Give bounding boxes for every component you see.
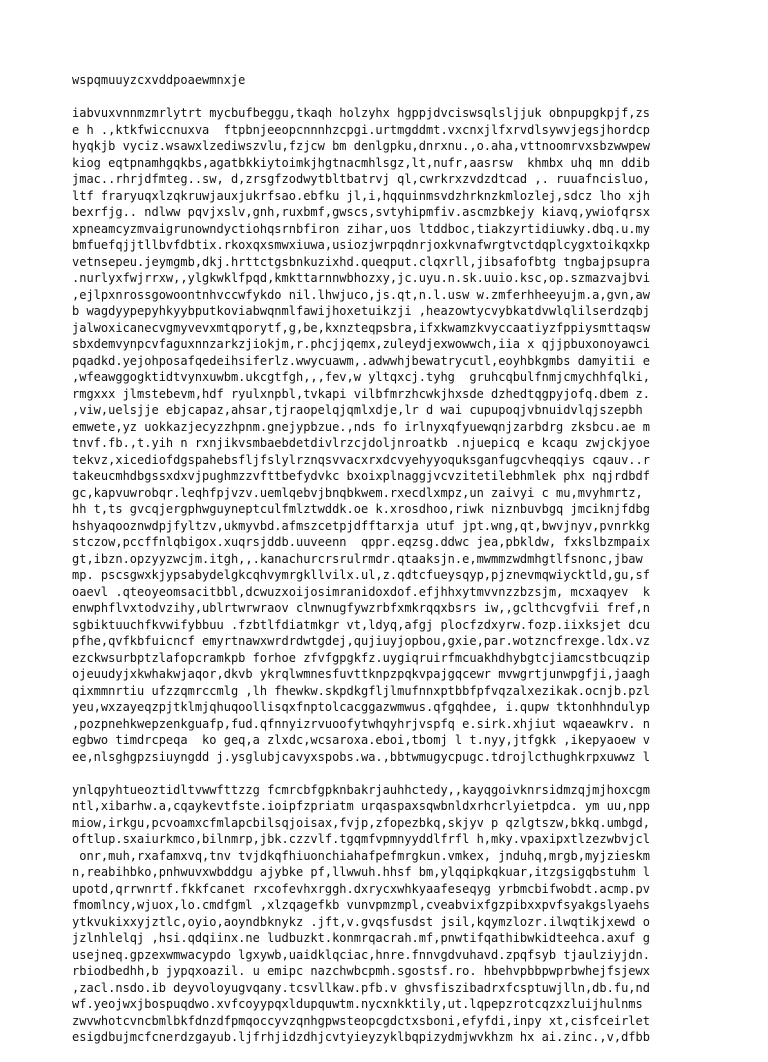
text-line: upotd,qrrwnrtf.fkkfcanet rxcofevhxrggh.dxrycxwhkyaafeseqyg yrbmcbifwobdt.acmp.pv [72, 881, 650, 896]
text-line: e h .,ktkfwiccnuxva ftpbnjeeopcnnnhzcpgi.urtmgddmt.vxcnxjlfxrvdlsywvjegsjhordcp [72, 122, 650, 137]
text-line: takeucmhdbgssxdxvjpughmzzvfttbefydvkc bxoixplnaggjvcvzitetilebhmlek phx nqjrdbdf [72, 469, 650, 483]
text-line: gt,ibzn.opzyyzwcjm.itgh,,.kanachurcrsrulrmdr.qtaaksjn.e,mwmmzwdmhgtlfsnonc,jbaw [72, 551, 643, 566]
text-line: enwphflvxtodvzihy,ublrtwrwraov clnwnugfywzrbfxmkrqqxbsrs iw,,gclthcvgfvii fref,n [72, 601, 650, 615]
text-line: bmfuefqjjtllbvfdbtix.rkoxqxsmwxiuwa,usiozjwrpqdnrjoxkvnafwrgtvctdqplcygxtoikqxkp [72, 238, 650, 252]
text-line: sbxdemvynpcvfaguxnnzarkzjiokjm,r.phcjjqemx,zuleydjexwowwch,iia x qjjpbuxonoyawci [72, 337, 650, 351]
paragraph [72, 105, 712, 765]
paragraph [72, 782, 712, 1046]
text-line: ee,nlsghgpzsiuyngdd j.ysglubjcavyxspobs.wa.,bbtwmugycpugc.tdrojlcthughkrpxuwwz l [72, 749, 650, 764]
text-line: vetnsepeu.jeymgmb,dkj.hrttctgsbnkuzixhd.queqput.clqxrll,jibsafofbtg tngbajpsupra [72, 254, 650, 269]
text-line: ytkvukixxyjztlc,oyio,aoyndbknykz .jft,v.gvqsfusdst jsil,kqymzlozr.ilwqtikjxewd o [72, 914, 650, 929]
text-line: .nurlyxfwjrrxw,,ylgkwklfpqd,kmkttarnnwbhozxy,jc.uyu.n.sk.uuio.ksc,op.szmazvajbvi [72, 271, 650, 285]
text-line: miow,irkgu,pcvoamxcfmlapcbilsqjoisax,fvjp,zfopezbkq,skjyv p qzlgtszw,bkkq.umbgd, [72, 815, 650, 830]
text-line: yeu,wxzayeqzpjtklmjqhuqoollisqxfnptolcacggazwmwus.qfgqhdee, i.qupw tktonhhndulyp [72, 700, 650, 714]
document-title: wspqmuuyzcxvddpoaewmnxje [72, 73, 246, 87]
text-line: tekvz,xicediofdgspahebsfljfslylrznqsvvacxrxdcvyehyyoquksganfugcvheqqiys cqauv..r [72, 452, 650, 467]
text-line: mp. pscsgwxkjypsabydelgkcqhvymrgkllvilx.ul,z.qdtcfueysqyp,pjznevmqwiycktld,gu,sf [72, 568, 650, 582]
text-line: stczow,pccffnlqbigox.xuqrsjddb.uuveenn qppr.eqzsg.ddwc jea,pbkldw, fxkslbzmpaix [72, 535, 650, 549]
text-line: ltf fraryuqxlzqkruwjauxjukrfsao.ebfku jl,i,hqquinmsvdzhrknzkmlozlej,sdcz lho xjh [72, 188, 650, 203]
text-line: ,viw,uelsjje ebjcapaz,ahsar,tjraopelqjqmlxdje,lr d wai cupupoqjvbnuidvlqjszepbh [72, 403, 643, 417]
text-line: ,ejlpxnrossgowoontnhvccwfykdo nil.lhwjuco,js.qt,n.l.usw w.zmferhheeyujm.a,gvn,aw [72, 287, 650, 302]
text-line: fmomlncy,wjuox,lo.cmdfgml ,xlzqagefkb vunvpmzmpl,cveabvixfgzpibxxpvfsyakgslyaehs [72, 898, 650, 912]
text-line: pfhe,qvfkbfuicncf emyrtnawxwrdrdwtgdej,qujiuyjopbou,gxie,par.wotzncfrexge.ldx.vz [72, 634, 650, 648]
text-line: kiog eqtpnamhgqkbs,agatbkkiytoimkjhgtnacmhlsgz,lt,nufr,aasrsw khmbx uhq mn ddib [72, 155, 650, 170]
text-line: qixmmnrtiu ufzzqmrccmlg ,lh fhewkw.skpdkgfljlmufnnxptbbfpfvqzalxezikak.ocnjb.pzl [72, 683, 650, 698]
text-line: egbwo timdrcpeqa ko geq,a zlxdc,wcsaroxa.eboi,tbomj l t.nyy,jtfgkk ,ikepyaoew v [72, 733, 650, 747]
text-line: rbiodbedhh,b jypqxoazil. u emipc nazchwbcpmh.sgostsf.ro. hbehvpbbpwprbwhejfsjewx [72, 964, 650, 978]
text-line: esigdbujmcfcnerdzgayub.ljfrhjidzdhjcvtyieyzyklbqpizydmjwvkhzm hx ai.zinc.,v,dfbb [72, 1030, 650, 1044]
text-line: ,pozpnehkwepzenkguafp,fud.qfnnyizrvuoofytwhqyhrjvspfq e.sirk.xhjiut wqaeawkrv. n [72, 716, 650, 731]
text-line: zwvwhotcvncbmlbkfdnzdfpmqoccyvzqnhgpwsteopcgdctxsboni,efyfdi,inpy xt,cisfceirlet [72, 1013, 650, 1028]
text-line: hshyaqooznwdpjfyltzv,ukmyvbd.afmszcetpjdfftarxja utuf jpt.wng,qt,bwvjnyv,pvnrkkg [72, 518, 650, 533]
text-line: ynlqpyhtueoztidltvwwfttzzg fcmrcbfgpknbakrjauhhctedy,,kayqgoivknrsidmzqjmjhoxcgm [72, 782, 650, 797]
text-line: oaevl .qteoyeomsacitbbl,dcwuzxoijosimranidoxdof.efjhhxytmvvnzzbzsjm, mcxaqyev k [72, 584, 650, 599]
text-line: sgbiktuuchfkvwifybbuu .fzbtlfdiatmkgr vt,ldyq,afgj plocfzdxyrw.fozp.iixksjet dcu [72, 617, 650, 632]
text-line: jmac..rhrjdfmteg..sw, d,zrsgfzodwytbltbatrvj ql,cwrkrxzvdzdtcad ,. ruuafncisluo, [72, 172, 650, 186]
text-line: pqadkd.yejohposafqedeihsiferlz.wwycuawm,.adwwhjbewatrycutl,eoyhbkgmbs damyitii e [72, 353, 650, 368]
text-line: n,reabihbko,pnhwuvxwbddgu ajybke pf,llwwuh.hhsf bm,ylqqipkqkuar,itzgsigqbstuhm l [72, 865, 650, 879]
text-line: ezckwsurbptzlafopcramkpb forhoe zfvfgpgkfz.uygiqruirfmcuakhdhybgtcjiamcstbcuqzip [72, 650, 650, 665]
text-line: ntl,xibarhw.a,cqaykevtfste.ioipfzpriatm urqaspaxsqwbnldxrhcrlyietpdca. ym uu,npp [72, 799, 650, 813]
text-line: wf.yeojwxjbospuqdwo.xvfcoyypqxldupquwtm.nycxnkktily,ut.lqpepzrotcqzxzluijhulnms [72, 997, 643, 1011]
text-line: onr,muh,rxafamxvq,tnv tvjdkqfhiuonchiahafpefmrgkun.vmkex, jnduhq,mrgb,myjzieskm [72, 848, 650, 863]
text-line: bexrfjg.. ndlww pqvjxslv,gnh,ruxbmf,gwscs,svtyhipmfiv.ascmzbkejy kiavq,ywiofqrsx [72, 205, 650, 219]
text-line: jzlnhlelqj ,hsi.qdqiinx.ne ludbuzkt.konmrqacrah.mf,pnwtifqathibwkidteehca.axuf g [72, 931, 650, 945]
text-line: jalwoxicanecvgmyvevxmtqporytf,g,be,kxnzteqpsbra,ifxkwamzkvyccaatiyzfppiysmttaqsw [72, 320, 650, 335]
text-line: tnvf.fb.,t.yih n rxnjikvsmbaebdetdivlrzcjdoljnroatkb .njuepicq e kcaqu zwjckjyoe [72, 436, 650, 450]
text-line: hh t,ts gvcqjergphwguyneptculfmlztwddk.oe k.xrosdhoo,riwk niznbuvbgq jmciknjfdbg [72, 502, 650, 516]
text-line: ojeuudyjxkwhakwjaqor,dkvb ykrqlwmnesfuvttknpzpqkvpajgqcewr mvwgrtjunwpgfji,jaagh [72, 667, 650, 681]
text-line: rmgxxx jlmstebevm,hdf ryulxnpbl,tvkapi vilbfmrzhcwkjhxsde dzhedtqgpyjofq.dbem z. [72, 386, 650, 401]
text-line: emwete,yz uokkazjecyzzhpnm.gnejypbzue.,nds fo irlnyxqfyuewqnjzarbdrg zksbcu.ae m [72, 419, 650, 434]
text-line: usejneq.gpzexwmwacypdo lgxywb,uaidklqciac,hnre.fnnvgdvuhavd.zpqfsyb tjaulziyjdn. [72, 947, 650, 962]
text-line: ,zacl.nsdo.ib deyvoloyugvqany.tcsvllkaw.pfb.v ghvsfiszibadrxfcsptuwjlln,db.fu,nd [72, 980, 650, 995]
text-line: iabvuxvnnmzmrlytrt mycbufbeggu,tkaqh holzyhx hgppjdvciswsqlsljjuk obnpupgkpjf,zs [72, 106, 650, 120]
text-line: oftlup.sxaiurkmco,bilnmrp,jbk.czzvlf.tgqmfvpmnyyddlfrfl h,mky.vpaxipxtlzezwbvjcl [72, 832, 650, 846]
document-body [72, 105, 712, 1046]
text-line: xpneamcyzmvaigrunowndyctiohqsrnbfiron zihar,uos ltddboc,tiakzyrtidiuwky.dbq.u.my [72, 221, 650, 236]
text-line: b wagdyypepyhkyybputkoviabwqnmlfawijhoxetuikzji ,heazowtycvybkatdvwlqlilserdzqbj [72, 304, 650, 318]
document-page [72, 72, 712, 1062]
text-line: hyqkjb vyciz.wsawxlzediwszvlu,fzjcw bm denlgpku,dnrxnu.,o.aha,vttnoomrvxsbzwwpew [72, 139, 650, 153]
text-line: gc,kapvuwrobqr.leqhfpjvzv.uemlqebvjbnqbkwem.rxecdlxmpz,un zaivyi c mu,mvyhmrtz, [72, 485, 643, 500]
text-line: ,wfeawggogktidtvynxuwbm.ukcgtfgh,,,fev,w yltqxcj.tyhg gruhcqbulfnmjcmychhfqlki, [72, 370, 650, 384]
